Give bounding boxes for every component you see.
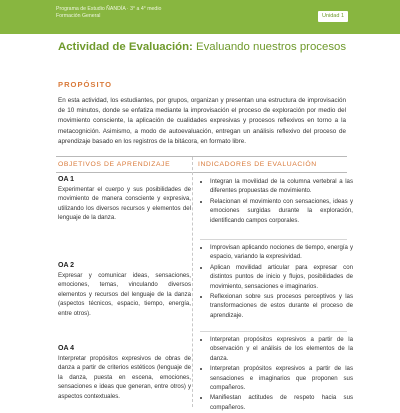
indicator-item: • Aplican movilidad articular para expresar con distintos puntos de inicio y flujos, posibilidades de movimiento, sensaciones e imaginarios.	[210, 263, 353, 291]
indicator-item: • Reflexionan sobre sus procesos perceptivos y las transformaciones de estos durante el proceso de aprendizaje.	[210, 292, 353, 320]
objective-code: OA 1	[58, 176, 75, 183]
objectives-header: OBJETIVOS DE APRENDIZAJE	[58, 161, 171, 168]
indicator-item: • Interpretan propósitos expresivos a partir de la observación y el análisis de los elementos de la danza.	[210, 335, 353, 363]
indicators-column	[196, 157, 353, 411]
unit-badge: Unidad 1	[318, 11, 348, 22]
program-label	[56, 6, 161, 20]
header-rule-left	[56, 172, 192, 173]
indicator-item: • Relacionan el movimiento con sensaciones, ideas y emociones surgidas durante la exploración, identificando campos corporales.	[210, 197, 353, 225]
indicator-item: • Interpretan propósitos expresivos a partir de las sensaciones e imaginarios que proponen sus compañeros.	[210, 364, 353, 392]
header-rule-right	[193, 172, 347, 173]
objective-item	[58, 262, 191, 318]
objectives-column	[56, 157, 191, 407]
page-title	[58, 41, 346, 53]
objective-text: Expresar y comunicar ideas, sensaciones, emociones, temas, vinculando diversos elementos y recursos del lenguaje de la danza (aspectos técnicos, espacio, tiempo, energía, entre otros).	[58, 272, 191, 317]
indicator-item: • Integran la movilidad de la columna vertebral a las diferentes propuestas de movimiento.	[210, 177, 353, 196]
indicator-item: • Improvisan aplicando nociones de tiempo, energía y espacio, variando la expresividad.	[210, 243, 353, 262]
program-line-1: Programa de Estudio ÑANDÍA · 3° a 4° medio	[56, 6, 162, 12]
row-rule	[200, 239, 347, 240]
objective-item	[58, 176, 191, 223]
objective-item	[58, 345, 191, 401]
title-prefix: Actividad de Evaluación:	[58, 41, 193, 53]
indicator-list	[202, 335, 353, 413]
header-bar	[0, 0, 400, 34]
column-divider	[192, 157, 193, 407]
indicator-list	[202, 177, 353, 226]
indicator-list	[202, 243, 353, 321]
row-rule	[200, 331, 347, 332]
indicator-item: • Manifiestan actitudes de respeto hacia sus compañeros.	[210, 393, 353, 412]
purpose-heading: PROPÓSITO	[58, 80, 113, 89]
indicators-header: INDICADORES DE EVALUACIÓN	[198, 161, 317, 168]
objective-code: OA 2	[58, 262, 75, 269]
program-line-2: Formación General	[56, 13, 101, 19]
title-text: Evaluando nuestros procesos	[192, 41, 347, 53]
objective-code: OA 4	[58, 345, 75, 352]
objective-text: Experimentar el cuerpo y sus posibilidades de movimiento de manera consciente y expresiva, utilizando los diversos recursos y elementos del lenguaje de la danza.	[58, 186, 191, 222]
purpose-body: En esta actividad, los estudiantes, por grupos, organizan y presentan una estructura de improvisación de 10 minutos, donde se enfatiza mediante la improvisación el proceso de exploración por medio del movimiento consciente, la aplicación de cualidades expresivas y procesos reflexivos en torno a la metacognición. Asimismo, a modo de autoevaluación, entregan un análisis reflexivo del proceso de aprendizaje basado en los registros de la bitácora, en formato libre.	[58, 97, 346, 145]
evaluation-table	[56, 156, 353, 411]
objective-text: Interpretar propósitos expresivos de obras de danza a partir de criterios estéticos (lenguaje de la danza, puesta en escena, emociones, sensaciones e ideas que generan, entre otros) y aspectos contextuales.	[58, 355, 191, 400]
